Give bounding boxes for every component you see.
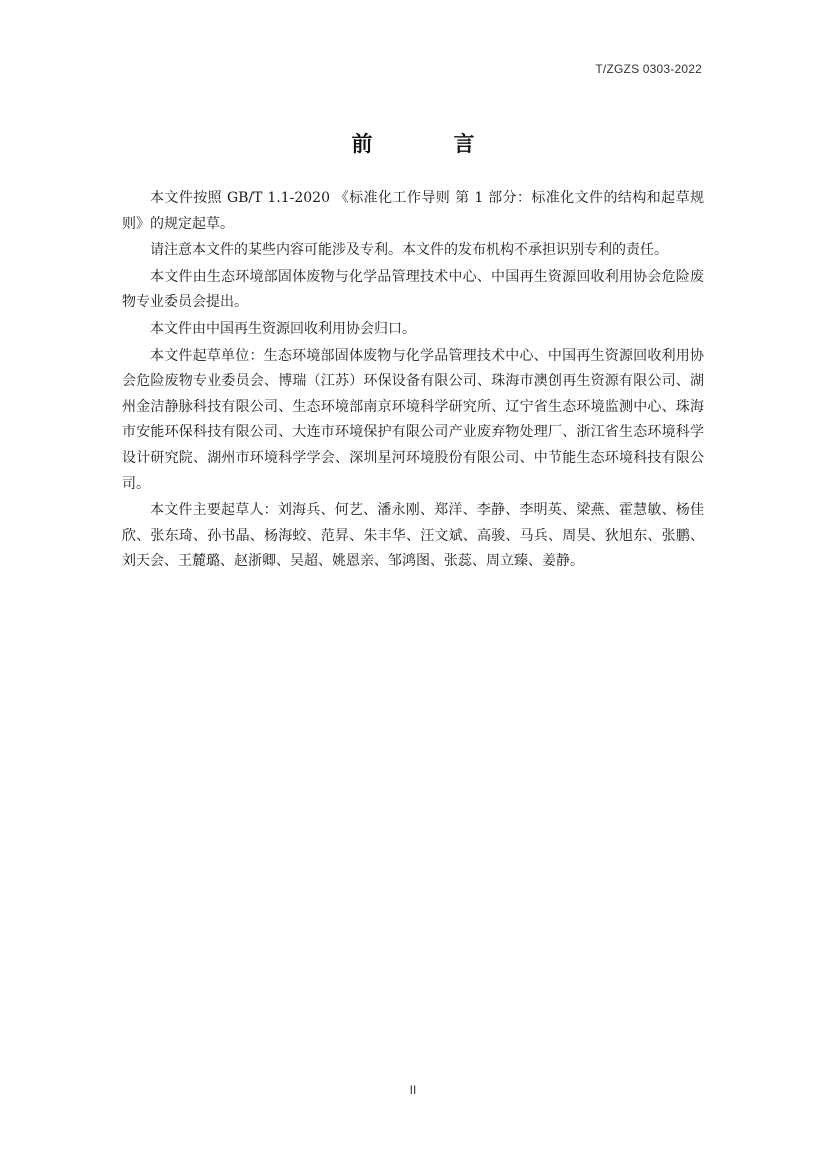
paragraph-drafting-units: 本文件起草单位：生态环境部固体废物与化学品管理技术中心、中国再生资源回收利用协会危险废物专业委员会、博瑞（江苏）环保设备有限公司、珠海市澳创再生资源有限公司、湖州金洁静脉科技有限公司、生态环境部南京环境科学研究所、辽宁省生态环境监测中心、珠海市安能环保科技有限公司、大连市环境保护有限公司产业废弃物处理厂、浙江省生态环境科学设计研究院、湖州市环境科学学会、深圳星河环境股份有限公司、中节能生态环境科技有限公司。 (122, 347, 704, 492)
page-title: 前 言 (351, 132, 505, 156)
page-number: II (409, 1083, 417, 1097)
paragraph-drafters: 本文件主要起草人：刘海兵、何艺、潘永刚、郑洋、李静、李明英、梁燕、霍慧敏、杨佳欣、张东琦、孙书晶、杨海蛟、范昇、朱丰华、汪文斌、高骏、马兵、周昊、狄旭东、张鹏、刘天会、王麓璐、赵浙卿、吴超、姚恩亲、邹鸿图、张蕊、周立臻、姜静。 (122, 502, 704, 570)
standard-code: T/ZGZS 0303-2022 (595, 62, 702, 76)
paragraph-proposer: 本文件由生态环境部固体废物与化学品管理技术中心、中国再生资源回收利用协会危险废物专业委员会提出。 (122, 268, 704, 311)
paragraph-centralized-unit: 本文件由中国再生资源回收利用协会归口。 (150, 320, 416, 337)
document-body (122, 186, 704, 576)
paragraph-drafting-rules: 本文件按照 GB/T 1.1-2020 《标准化工作导则 第 1 部分：标准化文件的结构和起草规则》的规定起草。 (122, 190, 704, 232)
paragraph-patent-notice: 请注意本文件的某些内容可能涉及专利。本文件的发布机构不承担识别专利的责任。 (150, 242, 668, 259)
